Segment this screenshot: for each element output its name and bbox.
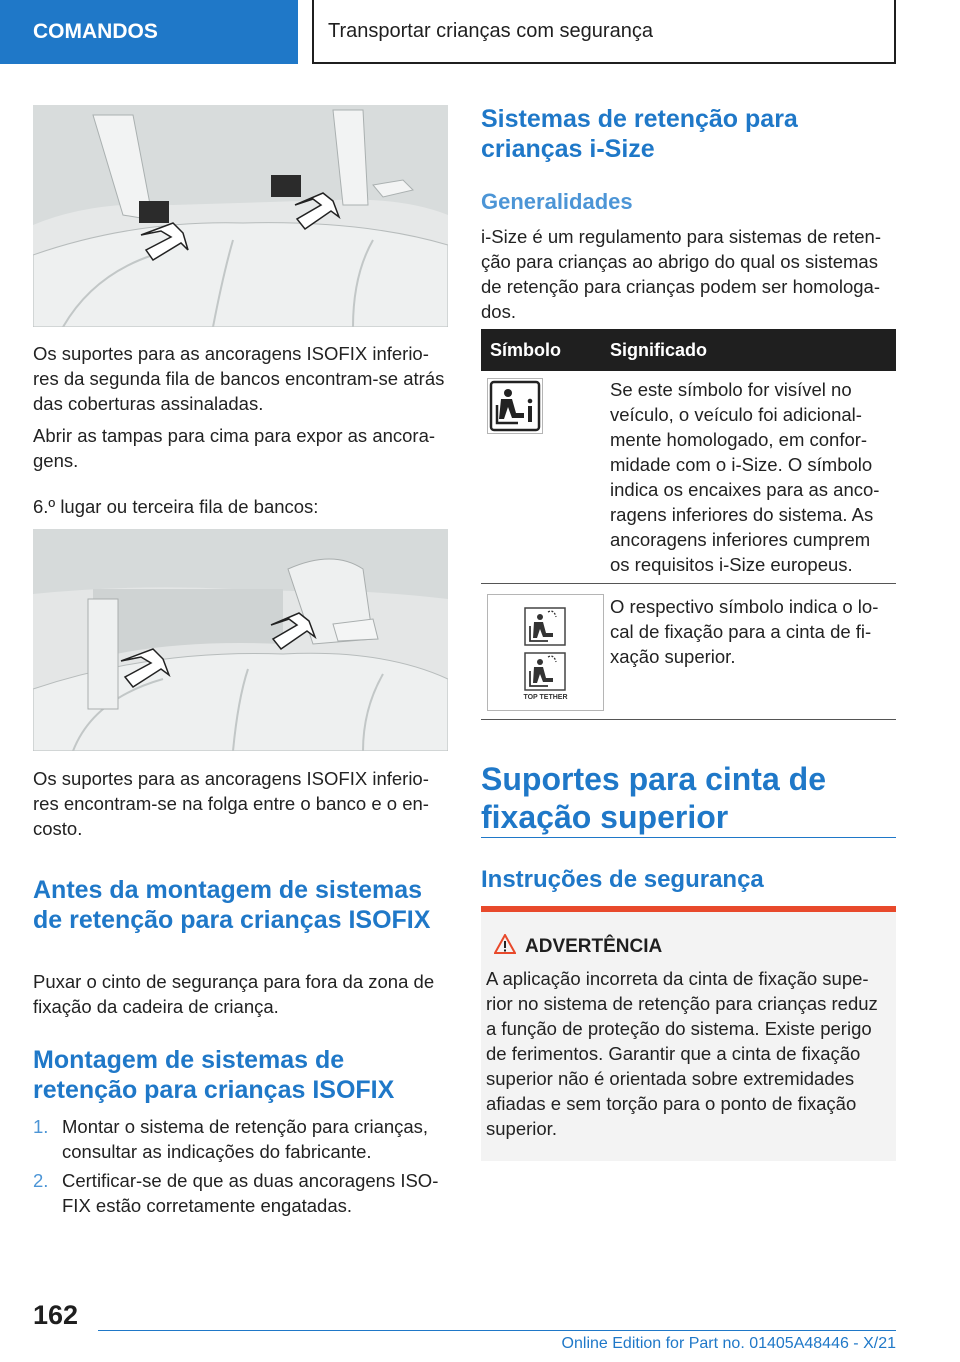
- warning-title: ADVERTÊNCIA: [525, 936, 663, 957]
- top-tether-label: TOP TETHER: [523, 694, 568, 701]
- heading-rule: [481, 837, 896, 838]
- subheading-general: Generalidades: [481, 189, 633, 214]
- before-mounting-text: Puxar o cinto de segurança para fora da zona de fixação da cadeira de criança.: [33, 971, 435, 1017]
- section-label: COMANDOS: [33, 20, 158, 43]
- step-text: Certificar-se de que as duas ancoragens ISO-FIX estão corretamente engatadas.: [62, 1170, 439, 1216]
- step-number: 2.: [33, 1170, 49, 1191]
- seat-photo-third-row: [33, 529, 448, 751]
- heading-tether-anchors: Suportes para cinta de fixação superior: [481, 761, 826, 835]
- chapter-title: Transportar crianças com segurança: [328, 19, 653, 42]
- table-header: [481, 329, 896, 371]
- footer-rule: [98, 1330, 896, 1331]
- warning-text: A aplicação incorreta da cinta de fixação supe-rior no sistema de retenção para crianças reduz a função de proteção do sistema. Existe perigo de ferimentos. Garantir que a cinta de fixação superior não é orientada sobre extremidades afiadas e sem torção para o ponto de fixação superior.: [486, 968, 878, 1139]
- top-tether-symbol-icon: [487, 594, 604, 711]
- heading-isize: Sistemas de retenção para crianças i-Size: [481, 105, 798, 163]
- heading-before-mounting: Antes da montagem de sistemas de retenção para crianças ISOFIX: [33, 876, 431, 934]
- caption-third-row: Os suportes para as ancoragens ISOFIX inferio-res encontram-se na folga entre o banco e o en-costo.: [33, 768, 429, 839]
- caption-second-row: Os suportes para as ancoragens ISOFIX inferio-res da segunda fila de bancos encontram-se atrás das coberturas assinaladas.: [33, 343, 445, 414]
- warning-triangle-icon: [494, 934, 516, 954]
- page-number: 162: [33, 1300, 79, 1330]
- seat-photo-second-row: [33, 105, 448, 327]
- chapter-title-box: [312, 0, 896, 64]
- mounting-steps-list: [33, 1114, 449, 1222]
- table-divider: [481, 719, 896, 720]
- col-header-symbol: Símbolo: [490, 340, 561, 360]
- step-number: 1.: [33, 1116, 49, 1137]
- heading-mounting: Montagem de sistemas de retenção para crianças ISOFIX: [33, 1046, 395, 1104]
- table-divider: [481, 583, 896, 584]
- general-text: i-Size é um regulamento para sistemas de reten-ção para crianças ao abrigo do qual os sistemas de retenção para crianças podem ser homologa-dos.: [481, 226, 881, 322]
- top-tether-meaning-text: O respectivo símbolo indica o lo-cal de fixação para a cinta de fi-xação superior.: [610, 596, 879, 667]
- warning-box: [481, 906, 896, 1161]
- list-item: [33, 1114, 449, 1164]
- isize-meaning-text: Se este símbolo for visível no veículo, o veículo foi adicional-mente homologado, em confor-midade com o i-Size. O símbolo indica os encaixes para as anco-ragens inferiores do sistema. As ancoragens inferiores cumprem os requisitos i-Size europeus.: [610, 379, 880, 575]
- isize-symbol-icon: [487, 378, 543, 434]
- list-item: [33, 1168, 449, 1218]
- paragraph-third-row: 6.º lugar ou terceira fila de bancos:: [33, 496, 319, 517]
- step-text: Montar o sistema de retenção para crianças, consultar as indicações do fabricante.: [62, 1116, 429, 1162]
- paragraph-open-covers: Abrir as tampas para cima para expor as ancora-gens.: [33, 425, 436, 471]
- subheading-safety: Instruções de segurança: [481, 866, 764, 893]
- col-header-meaning: Significado: [610, 340, 708, 360]
- footer-edition: Online Edition for Part no. 01405A48446 - X/21: [561, 1335, 896, 1352]
- section-tab: [0, 0, 298, 64]
